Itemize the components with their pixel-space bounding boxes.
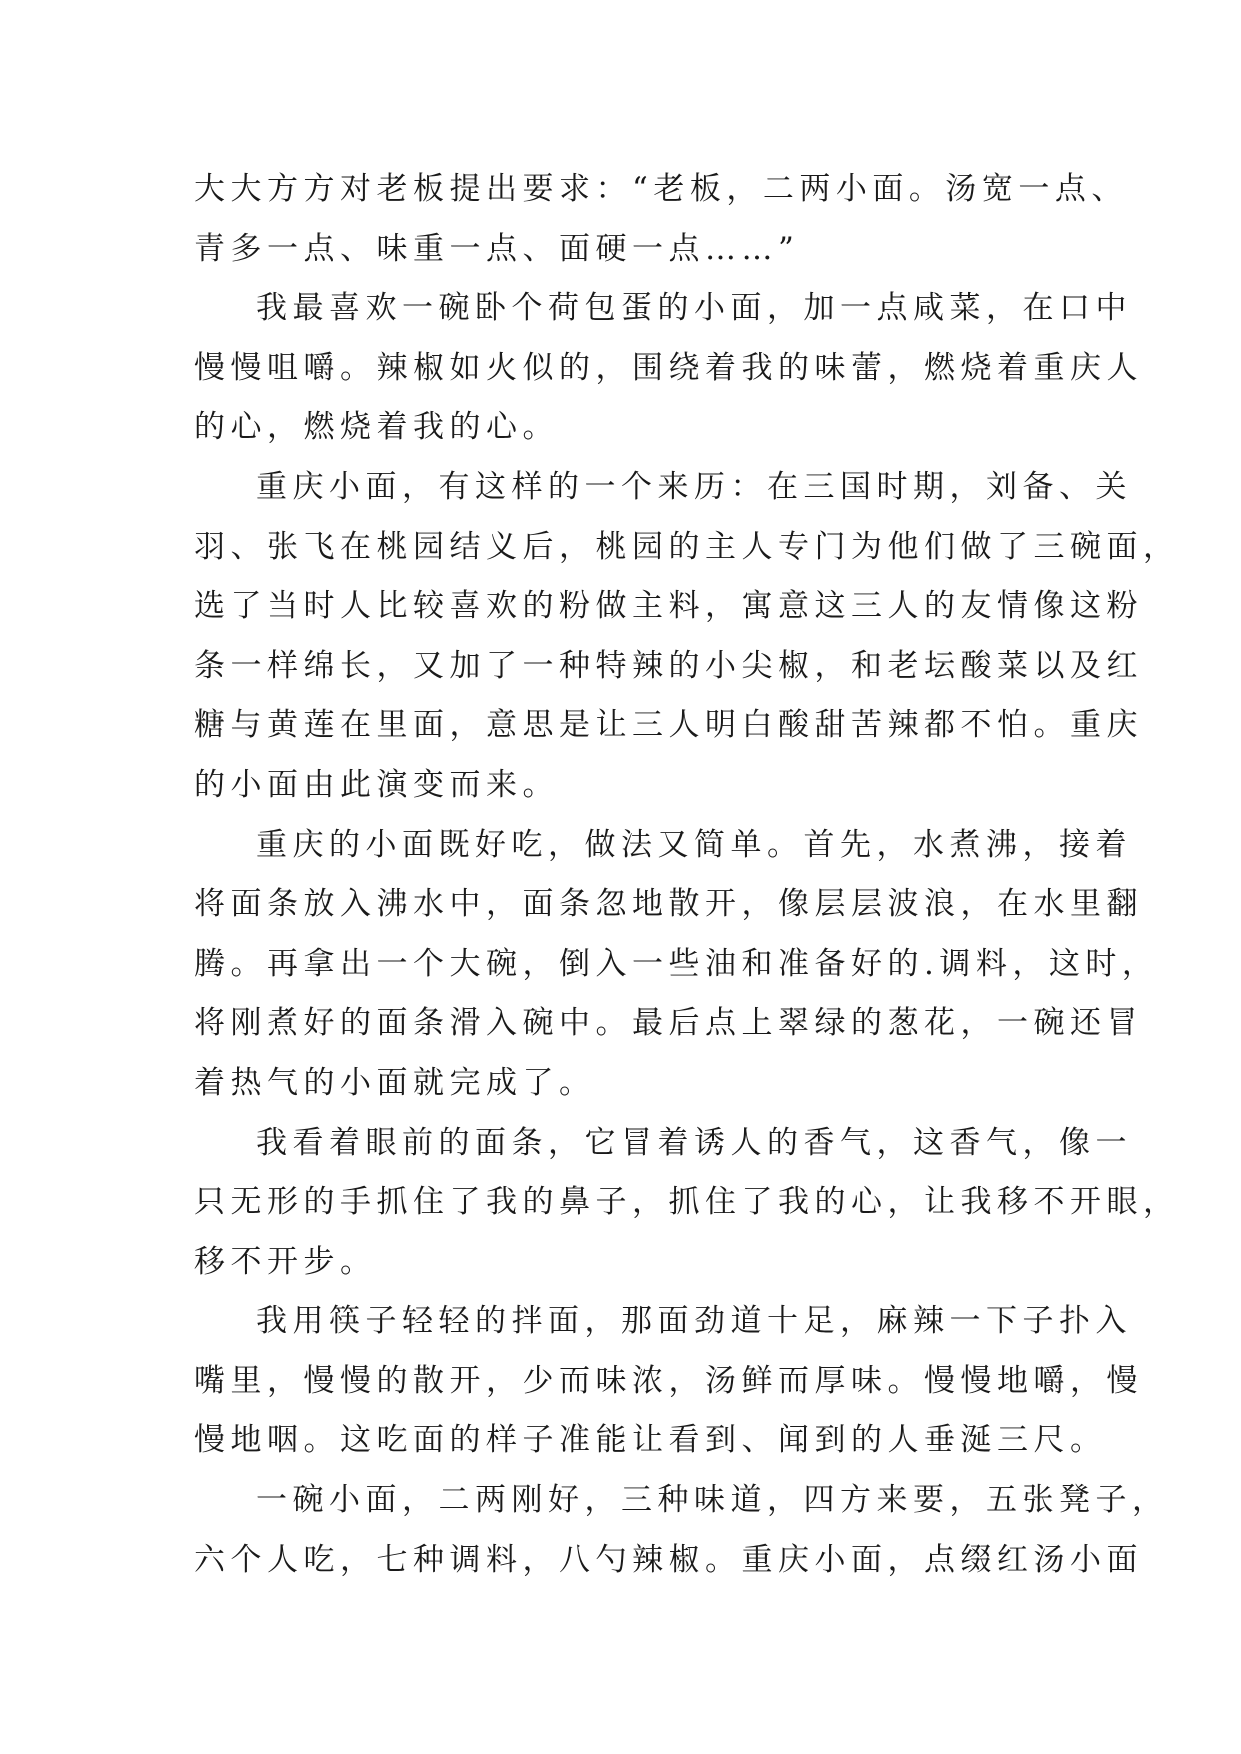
text-line: 青多一点、味重一点、面硬一点……” (194, 230, 800, 267)
paragraph-7 (194, 1471, 1169, 1590)
text-line: 着热气的小面就完成了。 (194, 1064, 596, 1101)
text-line: 选了当时人比较喜欢的粉做主料，寓意这三人的友情像这粉 (194, 588, 1143, 625)
paragraph-1 (194, 160, 1128, 279)
text-line: 腾。再拿出一个大碗，倒入一些油和准备好的.调料，这时， (194, 945, 1159, 982)
document-body (194, 160, 1180, 1590)
text-line: 重庆的小面既好吃，做法又简单。首先，水煮沸，接着 (256, 826, 1132, 863)
text-line: 嘴里，慢慢的散开，少而味浓，汤鲜而厚味。慢慢地嚼，慢 (194, 1362, 1143, 1399)
text-line: 将刚煮好的面条滑入碗中。最后点上翠绿的葱花，一碗还冒 (194, 1005, 1143, 1042)
text-line: 慢地咽。这吃面的样子准能让看到、闻到的人垂涎三尺。 (194, 1422, 1107, 1459)
text-line: 我最喜欢一碗卧个荷包蛋的小面，加一点咸菜，在口中 (256, 290, 1132, 327)
text-line: 条一样绵长，又加了一种特辣的小尖椒，和老坛酸菜以及红 (194, 647, 1143, 684)
text-line: 重庆小面，有这样的一个来历：在三国时期，刘备、关 (256, 468, 1132, 505)
text-line: 移不开步。 (194, 1243, 377, 1280)
paragraph-2 (194, 279, 1143, 458)
text-line: 我看着眼前的面条，它冒着诱人的香气，这香气，像一 (256, 1124, 1132, 1161)
paragraph-6 (194, 1292, 1143, 1471)
paragraph-4 (194, 816, 1159, 1114)
text-line: 我用筷子轻轻的拌面，那面劲道十足，麻辣一下子扑入 (256, 1303, 1132, 1340)
text-line: 一碗小面，二两刚好，三种味道，四方来要，五张凳子， (256, 1482, 1169, 1519)
text-line: 大大方方对老板提出要求：“老板，二两小面。汤宽一点、 (194, 171, 1128, 207)
text-line: 将面条放入沸水中，面条忽地散开，像层层波浪，在水里翻 (194, 886, 1143, 923)
text-line: 慢慢咀嚼。辣椒如火似的，围绕着我的味蕾，燃烧着重庆人 (194, 349, 1143, 386)
paragraph-5 (194, 1114, 1180, 1293)
text-line: 糖与黄莲在里面，意思是让三人明白酸甜苦辣都不怕。重庆 (194, 707, 1143, 744)
text-line: 的心，燃烧着我的心。 (194, 409, 559, 446)
text-line: 只无形的手抓住了我的鼻子，抓住了我的心，让我移不开眼， (194, 1184, 1180, 1221)
text-line: 羽、张飞在桃园结义后，桃园的主人专门为他们做了三碗面， (194, 528, 1180, 565)
text-line: 的小面由此演变而来。 (194, 766, 559, 803)
paragraph-3 (194, 458, 1180, 816)
text-line: 六个人吃，七种调料，八勺辣椒。重庆小面，点缀红汤小面 (194, 1541, 1143, 1578)
